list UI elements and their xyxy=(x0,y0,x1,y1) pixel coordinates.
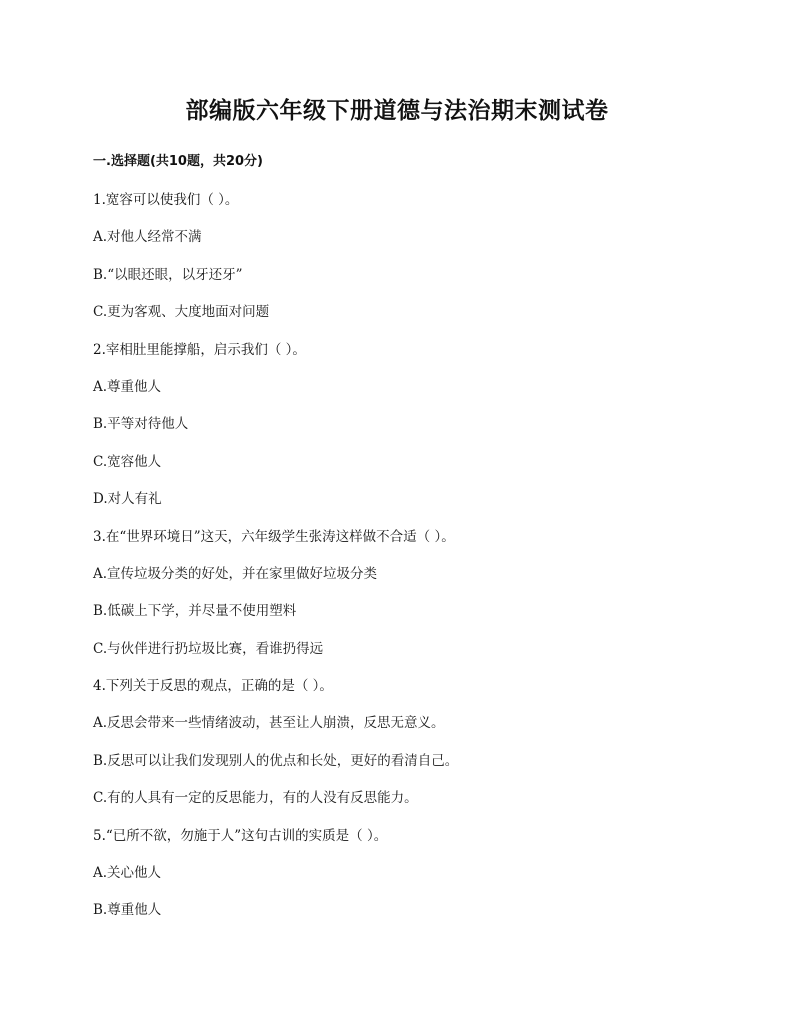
question-4-option-b: B.反思可以让我们发现别人的优点和长处，更好的看清自己。 xyxy=(93,752,459,769)
section-heading: 一.选择题(共10题，共20分) xyxy=(93,154,264,169)
page-title: 部编版六年级下册道德与法治期末测试卷 xyxy=(185,98,609,124)
question-2-option-b: B.平等对待他人 xyxy=(93,416,189,433)
question-3: 3.在“世界环境日”这天，六年级学生张涛这样做不合适（ ）。 xyxy=(93,528,455,545)
question-3-option-b: B.低碳上下学，并尽量不使用塑料 xyxy=(93,603,297,620)
question-list xyxy=(93,190,733,938)
question-1-option-a: A.对他人经常不满 xyxy=(93,229,202,246)
question-1-option-b: B.“以眼还眼，以牙还牙” xyxy=(93,266,243,283)
question-5-option-b: B.尊重他人 xyxy=(93,902,162,919)
question-4-option-c: C.有的人具有一定的反思能力，有的人没有反思能力。 xyxy=(93,790,418,807)
question-4-option-a: A.反思会带来一些情绪波动，甚至让人崩溃，反思无意义。 xyxy=(93,715,445,732)
question-5-option-a: A.关心他人 xyxy=(93,865,162,882)
question-2-option-d: D.对人有礼 xyxy=(93,491,162,508)
question-2-option-c: C.宽容他人 xyxy=(93,453,162,470)
question-2: 2.宰相肚里能撑船，启示我们（ ）。 xyxy=(93,341,306,358)
question-1: 1.宽容可以使我们（ ）。 xyxy=(93,192,239,208)
question-4: 4.下列关于反思的观点，正确的是（ ）。 xyxy=(93,678,333,695)
question-3-option-c: C.与伙伴进行扔垃圾比赛，看谁扔得远 xyxy=(93,640,324,657)
question-5: 5.“已所不欲，勿施于人”这句古训的实质是（ ）。 xyxy=(93,827,388,844)
question-2-option-a: A.尊重他人 xyxy=(93,378,162,395)
question-1-option-c: C.更为客观、大度地面对问题 xyxy=(93,304,270,321)
question-3-option-a: A.宣传垃圾分类的好处，并在家里做好垃圾分类 xyxy=(93,565,378,582)
